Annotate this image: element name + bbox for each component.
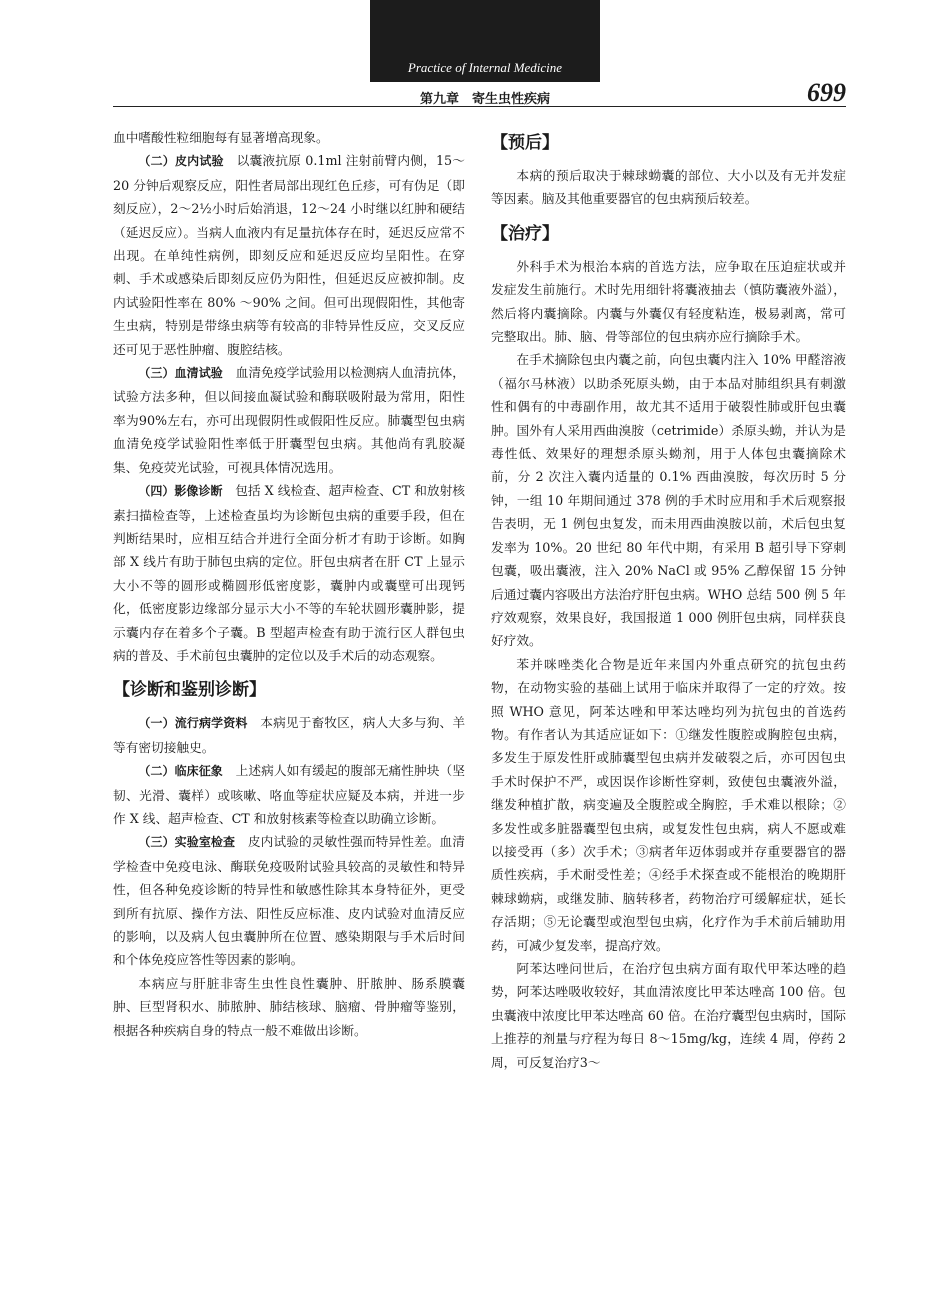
paragraph-text: 以囊液抗原 0.1ml 注射前臂内侧，15～20 分钟后观察反应，阳性者局部出现红色丘疹，可有伪足（即刻反应），2～2½小时后始消退，12～24 小时继以红肿和硬结（延迟反应）。当病人血液内有足量抗体存在时，延迟反应常不出现。在单纯性病例，即刻反应和延迟反应均呈阳性。在穿刺、手术或感染后即刻反应仍为阳性，但延迟反应被抑制。皮内试验阳性率在 80% ～90% 之间。但可出现假阳性，其他寄生虫病，特别是带绦虫病等有较高的非特异性反应，交叉反应还可见于恶性肿瘤、腹腔结核。 [113,153,465,357]
paragraph-text: 包括 X 线检查、超声检查、CT 和放射核素扫描检查等，上述检查虽均为诊断包虫病的重要手段，但在判断结果时，应相互结合并进行全面分析才有助于诊断。如胸部 X 线片有助于肺包虫病的定位。肝包虫病者在肝 CT 上显示大小不等的圆形或椭圆形低密度影，囊肿内或囊壁可出现钙化，低密度影边缘部分显示大小不等的车轮状圆形囊肿影，提示囊内存在着多个子囊。B 型超声检查有助于流行区人群包虫病的普及、手术前包虫囊肿的定位以及手术后的动态观察。 [113,483,465,663]
paragraph-treatment: 阿苯达唑问世后，在治疗包虫病方面有取代甲苯达唑的趋势，阿苯达唑吸收较好，其血清浓度比甲苯达唑高 100 倍。包虫囊液中浓度比甲苯达唑高 60 倍。在治疗囊型包虫病时，国际上推荐的剂量与疗程为每日 8～15mg/kg，连续 4 周，停药 2 周，可反复治疗3～ [491,961,846,1070]
subheading: （一）流行病学资料 [138,716,248,731]
page-number: 699 [807,78,846,107]
paragraph-treatment: 在手术摘除包虫内囊之前，向包虫囊内注入 10% 甲醛溶液（福尔马林液）以助杀死原头蚴，由于本品对肺组织具有刺激性和偶有的中毒副作用，故尤其不适用于破裂性肺或肝包虫囊肿。国外有人采用西曲溴胺（cetrimide）杀原头蚴，并认为是毒性低、效果好的理想杀原头蚴剂，用于人体包虫囊摘除术前，分 2 次注入囊内适量的 0.1% 西曲溴胺，每次历时 5 分钟，一组 10 年期间通过 378 例的手术时应用和手术后观察报告表明，无 1 例包虫复发，而未用西曲溴胺以前，术后包虫复发率为 10%。20 世纪 80 年代中期，有采用 B 超引导下穿刺包囊，吸出囊液，注入 20% NaCl 或 95% 乙醇保留 15 分钟后通过囊内容吸出方法治疗肝包虫病。WHO 总结 500 例 5 年疗效观察，效果良好，我国报道 1 000 例肝包虫病，同样获良好疗效。 [491,352,846,649]
subheading: （二）皮内试验 [138,154,224,169]
paragraph-text: 上述病人如有缓起的腹部无痛性肿块（坚韧、光滑、囊样）或咳嗽、咯血等症状应疑及本病，并进一步作 X 线、超声检查、CT 和放射核素等检查以助确立诊断。 [113,763,465,826]
section-heading-prognosis: 【预后】 [491,133,559,153]
paragraph-imaging [113,479,465,667]
paragraph-lab-tests [113,830,465,971]
paragraph-text: 血清免疫学试验用以检测病人血清抗体，试验方法多种，但以间接血凝试验和酶联吸附最为常用，阳性率为90%左右，亦可出现假阴性或假阳性反应。肺囊型包虫病血清免疫学试验阳性率低于肝囊型包虫病。其他尚有乳胶凝集、免疫荧光试验，可视具体情况选用。 [113,365,465,475]
journal-title: Practice of Internal Medicine [407,60,563,75]
paragraph-clinical-signs [113,759,465,830]
left-column [113,126,465,1042]
chapter-title: 第九章 寄生虫性疾病 [419,92,550,107]
subheading: （三）实验室检查 [138,835,236,850]
paragraph-treatment: 外科手术为根治本病的首选方法，应争取在压迫症状或并发症发生前施行。术时先用细针将囊液抽去（慎防囊液外溢），然后将内囊摘除。内囊与外囊仅有轻度粘连，极易剥离，常可完整取出。肺、脑、骨等部位的包虫病亦应行摘除手术。 [491,258,846,345]
section-heading-treatment: 【治疗】 [491,223,559,244]
subheading: （二）临床征象 [138,764,223,779]
paragraph: 血中嗜酸性粒细胞每有显著增高现象。 [113,130,329,145]
right-column [491,126,846,1074]
paragraph-epidemiology [113,711,465,759]
subheading: （三）血清试验 [138,366,223,381]
subheading: （四）影像诊断 [138,484,223,499]
paragraph-prognosis: 本病的预后取决于棘球蚴囊的部位、大小以及有无并发症等因素。脑及其他重要器官的包虫病预后较差。 [491,168,846,207]
paragraph-serum-test [113,361,465,479]
paragraph-text: 本病见于畜牧区，病人大多与狗、羊等有密切接触史。 [113,715,466,755]
paragraph-intradermal-test [113,149,465,361]
paragraph-differential: 本病应与肝脏非寄生虫性良性囊肿、肝脓肿、肠系膜囊肿、巨型肾积水、肺脓肿、肺结核球、脑瘤、骨肿瘤等鉴别，根据各种疾病自身的特点一般不难做出诊断。 [113,975,465,1038]
section-heading-diagnosis: 【诊断和鉴别诊断】 [113,680,266,701]
paragraph-treatment: 苯并咪唑类化合物是近年来国内外重点研究的抗包虫药物，在动物实验的基础上试用于临床并取得了一定的疗效。按照 WHO 意见，阿苯达唑和甲苯达唑均列为抗包虫的首选药物。有作者认为其适应证如下：①继发性腹腔或胸腔包虫病，多发生于原发性肝或肺囊型包虫病并发破裂之后，亦可因包虫手术时保护不严，或因误作诊断性穿刺，致使包虫囊液外溢，继发种植扩散，病变遍及全腹腔或全胸腔，手术难以根除；②多发性或多脏器囊型包虫病，或复发性包虫病，病人不愿或难以接受再（多）次手术；③病者年迈体弱或并存重要器官的器质性疾病，手术耐受性差；④经手术探查或不能根治的晚期肝棘球蚴病，或继发肺、脑转移者，药物治疗可缓解症状，延长存活期；⑤无论囊型或泡型包虫病，化疗作为手术前后辅助用药，可减少复发率，提高疗效。 [491,656,846,953]
header-rule [113,106,846,107]
paragraph-text: 皮内试验的灵敏性强而特异性差。血清学检查中免疫电泳、酶联免疫吸附试验具较高的灵敏性和特异性，但各种免疫诊断的特异性和敏感性除其本身特征外，更受到所有抗原、操作方法、阳性反应标准、皮内试验对血清反应的影响，以及病人包虫囊肿所在位置、感染期限与手术后时间和个体免疫应答性等因素的影响。 [113,834,465,968]
